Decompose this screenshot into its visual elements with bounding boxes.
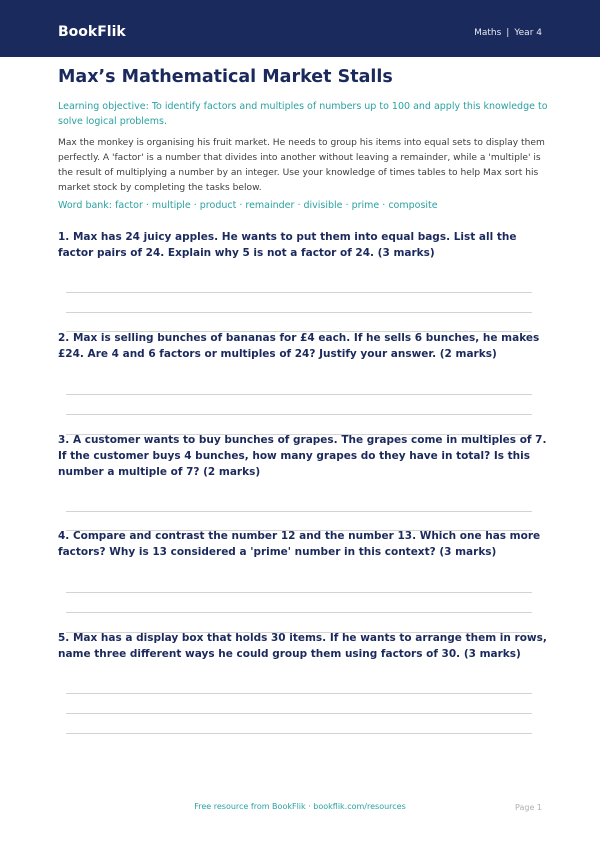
year-label: Year 4 <box>514 28 542 38</box>
meta-separator: | <box>506 28 510 38</box>
worksheet-title: Max’s Mathematical Market Stalls <box>58 67 393 87</box>
answer-line[interactable] <box>66 733 532 734</box>
question-2: 2. Max is selling bunches of bananas for £4 each. If he sells 6 bunches, he makes £24. Are 4 and 6 factors or multiples of 24? Justify your answer. (2 marks) <box>58 332 540 360</box>
page-number: Page 1 <box>515 803 542 812</box>
question-3: 3. A customer wants to buy bunches of grapes. The grapes come in multiples of 7. If the customer buys 4 bunches, how many grapes do they have in total? Is this number a multiple of 7? (2 marks) <box>58 434 547 478</box>
answer-line[interactable] <box>66 414 532 415</box>
question-4: 4. Compare and contrast the number 12 and the number 13. Which one has more factors? Why is 13 considered a 'prime' number in this context? (3 marks) <box>58 530 541 558</box>
answer-line[interactable] <box>66 292 532 293</box>
header-bar <box>0 0 600 57</box>
subject-year-label <box>474 27 542 39</box>
learning-objective: Learning objective: To identify factors and multiples of numbers up to 100 and apply this knowledge to solve logical problems. <box>58 101 548 127</box>
question-5: 5. Max has a display box that holds 30 items. If he wants to arrange them in rows, name three different ways he could group them using factors of 30. (3 marks) <box>58 632 547 660</box>
answer-line[interactable] <box>66 511 532 512</box>
answer-line[interactable] <box>66 312 532 313</box>
word-bank: Word bank: factor · multiple · product · remainder · divisible · prime · composite <box>58 200 438 211</box>
subject-label: Maths <box>474 28 502 38</box>
intro-paragraph: Max the monkey is organising his fruit market. He needs to group his items into equal sets to display them perfectly. A 'factor' is a number that divides into another without leaving a remainder, while a 'multiple' is the result of multiplying a number by an integer. Use your knowledge of times tables to help Max sort his market stock by completing the tasks below. <box>58 138 545 193</box>
footer-resource-link[interactable]: Free resource from BookFlik · bookflik.com/resources <box>194 802 406 811</box>
answer-line[interactable] <box>66 693 532 694</box>
answer-line[interactable] <box>66 394 532 395</box>
brand-logo[interactable]: BookFlik <box>58 24 126 40</box>
question-1: 1. Max has 24 juicy apples. He wants to put them into equal bags. List all the factor pairs of 24. Explain why 5 is not a factor of 24. (3 marks) <box>58 231 517 259</box>
answer-line[interactable] <box>66 612 532 613</box>
answer-line[interactable] <box>66 713 532 714</box>
answer-line[interactable] <box>66 592 532 593</box>
